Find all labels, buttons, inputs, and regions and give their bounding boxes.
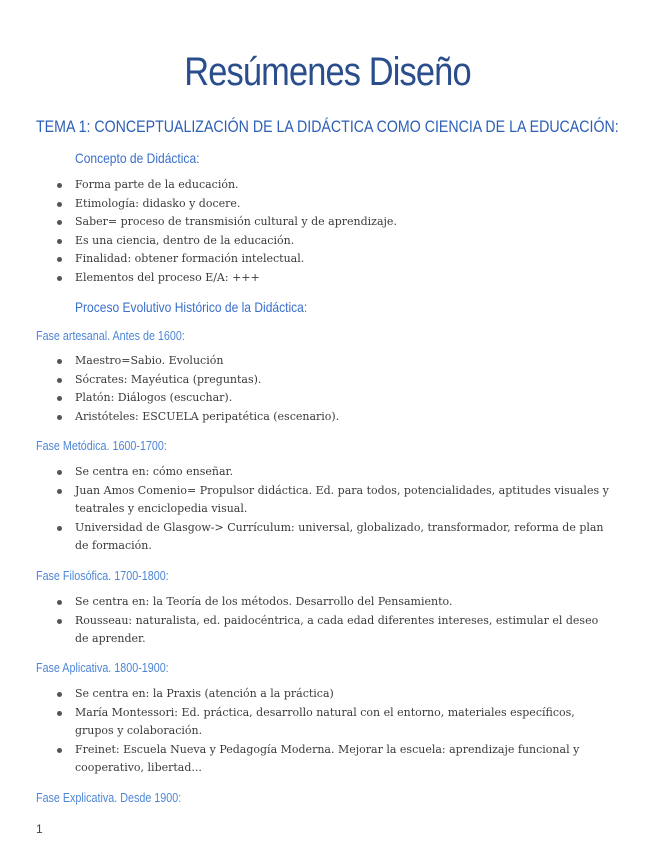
fase-artesanal-heading: Fase artesanal. Antes de 1600: <box>36 329 185 343</box>
fase-filosofica-heading: Fase Filosófica. 1700-1800: <box>36 569 169 583</box>
fase-metodica-list <box>0 463 655 556</box>
fase-aplicativa-heading: Fase Aplicativa. 1800-1900: <box>36 661 169 675</box>
fase-aplicativa-list <box>0 685 655 778</box>
list-item: Aristóteles: ESCUELA peripatética (escenario). <box>0 408 655 427</box>
list-item: Juan Amos Comenio= Propulsor didáctica. Ed. para todos, potencialidades, aptitudes visuales y teatrales y enciclopedia visual. <box>0 482 655 519</box>
list-item: Se centra en: la Praxis (atención a la práctica) <box>0 685 655 704</box>
list-item: Maestro=Sabio. Evolución <box>0 352 655 371</box>
list-item: Finalidad: obtener formación intelectual. <box>0 250 655 269</box>
list-item: Saber= proceso de transmisión cultural y de aprendizaje. <box>0 213 655 232</box>
list-item: Sócrates: Mayéutica (preguntas). <box>0 371 655 390</box>
page-number: 1 <box>36 822 43 836</box>
list-item: Forma parte de la educación. <box>0 176 655 195</box>
list-item: Freinet: Escuela Nueva y Pedagogía Moderna. Mejorar la escuela: aprendizaje funcional y cooperativo, libertad... <box>0 741 655 778</box>
tema-heading: TEMA 1: CONCEPTUALIZACIÓN DE LA DIDÁCTICA COMO CIENCIA DE LA EDUCACIÓN: <box>36 118 619 136</box>
concepto-list <box>0 176 655 287</box>
list-item: Rousseau: naturalista, ed. paidocéntrica, a cada edad diferentes intereses, estimular el deseo de aprender. <box>0 612 655 649</box>
list-item: Elementos del proceso E/A: +++ <box>0 269 655 288</box>
fase-artesanal-list <box>0 352 655 426</box>
fase-filosofica-list <box>0 593 655 649</box>
list-item: Etimología: didasko y docere. <box>0 195 655 214</box>
list-item: Platón: Diálogos (escuchar). <box>0 389 655 408</box>
fase-explicativa-heading: Fase Explicativa. Desde 1900: <box>36 791 182 805</box>
proceso-heading: Proceso Evolutivo Histórico de la Didáctica: <box>75 299 308 315</box>
list-item: María Montessori: Ed. práctica, desarrollo natural con el entorno, materiales específicos, grupos y colaboración. <box>0 704 655 741</box>
list-item: Es una ciencia, dentro de la educación. <box>0 232 655 251</box>
page-title: Resúmenes Diseño <box>184 50 471 94</box>
fase-metodica-heading: Fase Metódica. 1600-1700: <box>36 439 167 453</box>
list-item: Se centra en: cómo enseñar. <box>0 463 655 482</box>
list-item: Universidad de Glasgow-> Currículum: universal, globalizado, transformador, reforma de plan de formación. <box>0 519 655 556</box>
concepto-heading: Concepto de Didáctica: <box>75 150 200 166</box>
list-item: Se centra en: la Teoría de los métodos. Desarrollo del Pensamiento. <box>0 593 655 612</box>
